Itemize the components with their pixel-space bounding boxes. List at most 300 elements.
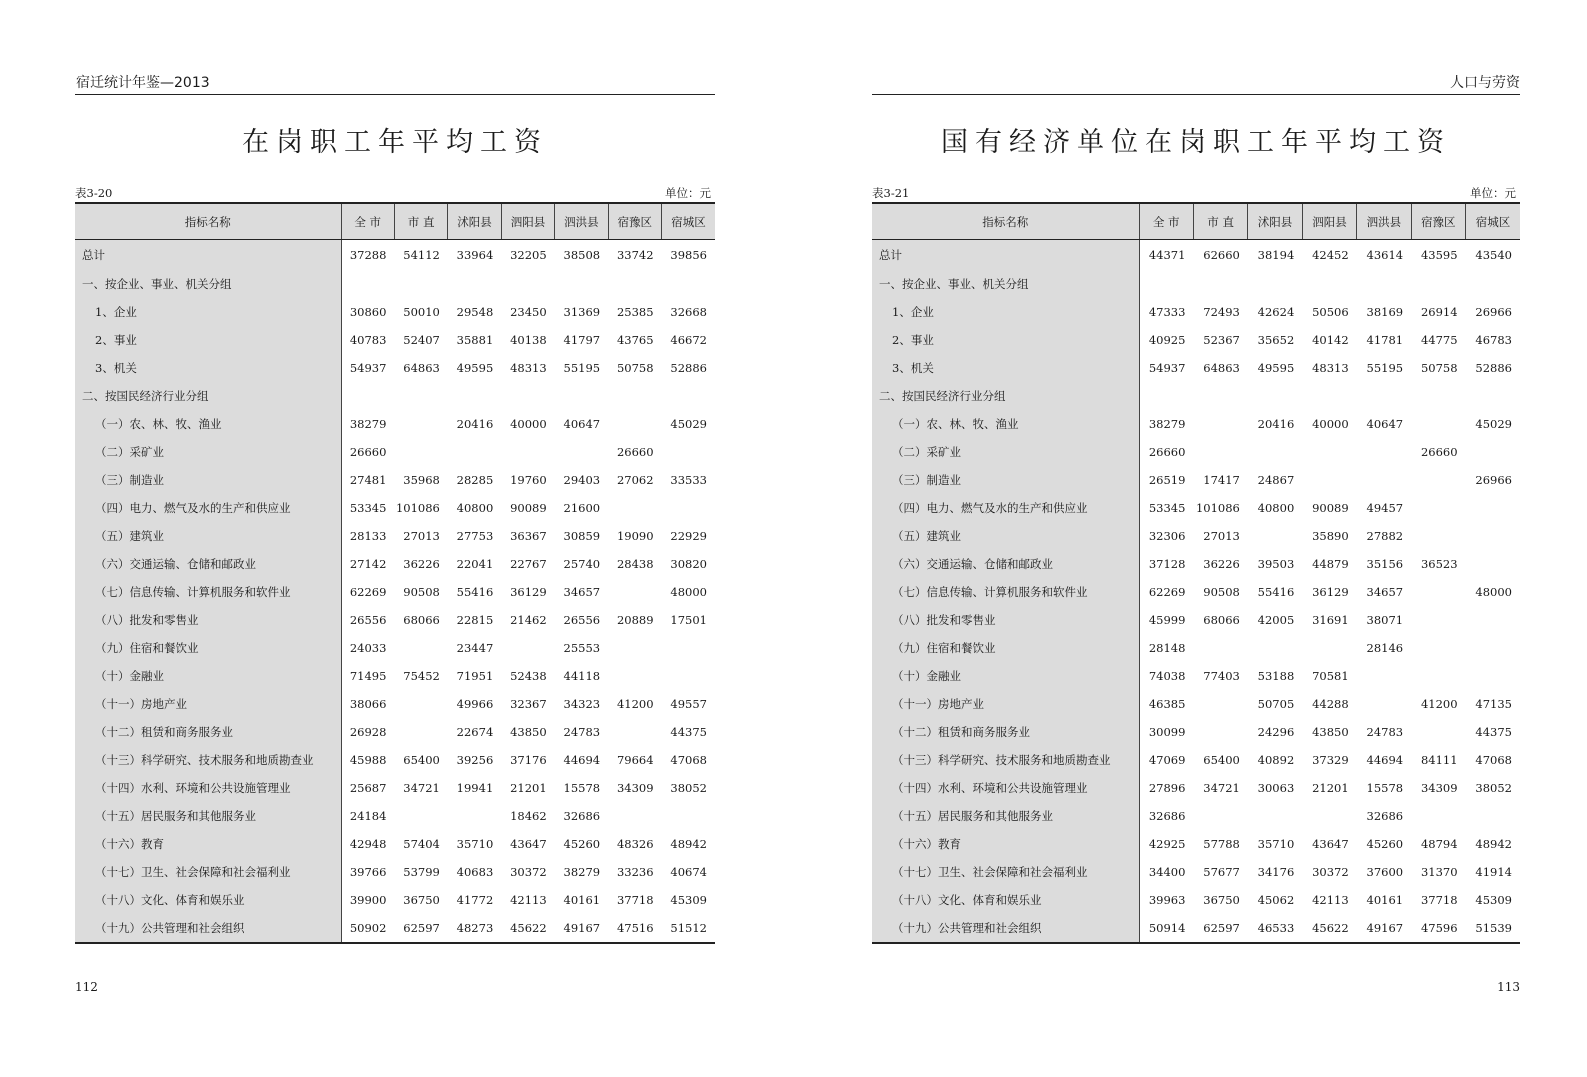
row-label: （九）住宿和餐饮业 (872, 634, 1139, 662)
table-row (872, 914, 1520, 943)
cell-value (1411, 522, 1465, 550)
cell-value: 45062 (1257, 893, 1295, 907)
cell-value: 18462 (510, 809, 547, 823)
cell-value: 17417 (1203, 473, 1240, 487)
cell-value: 50914 (1148, 921, 1186, 935)
cell-value (1139, 382, 1193, 410)
cell-value: 39856 (670, 248, 707, 262)
row-label: （二）采矿业 (872, 438, 1139, 466)
cell-value (1357, 270, 1411, 298)
cell-value: 39766 (349, 865, 387, 879)
cell-value: 44879 (1312, 557, 1349, 571)
cell-value: 26660 (1420, 445, 1458, 459)
cell-value: 28285 (456, 473, 494, 487)
cell-value (394, 690, 447, 718)
cell-value: 26660 (1148, 445, 1186, 459)
cell-value (662, 634, 715, 662)
cell-value: 48313 (510, 361, 547, 375)
cell-value: 43850 (510, 725, 547, 739)
cell-value: 90508 (403, 585, 440, 599)
cell-value: 19941 (456, 781, 494, 795)
cell-value (1466, 550, 1520, 578)
cell-value: 37718 (1420, 893, 1458, 907)
row-label: （十五）居民服务和其他服务业 (872, 802, 1139, 830)
cell-value: 35890 (1312, 529, 1349, 543)
table-row (75, 858, 715, 886)
cell-value (662, 494, 715, 522)
cell-value: 44118 (563, 669, 601, 683)
cell-value: 29403 (563, 473, 601, 487)
cell-value: 26966 (1475, 473, 1512, 487)
cell-value (1466, 802, 1520, 830)
row-label: （八）批发和零售业 (75, 606, 341, 634)
table-row (872, 298, 1520, 326)
table-row (75, 718, 715, 746)
cell-value: 27882 (1366, 529, 1404, 543)
cell-value: 35881 (456, 333, 494, 347)
cell-value: 54937 (1148, 361, 1186, 375)
cell-value (662, 662, 715, 690)
cell-value: 36129 (1312, 585, 1349, 599)
cell-value: 26914 (1420, 305, 1458, 319)
cell-value (608, 578, 661, 606)
row-label: （二）采矿业 (75, 438, 341, 466)
row-label: 总计 (872, 240, 1139, 271)
cell-value: 30372 (510, 865, 547, 879)
cell-value (1411, 494, 1465, 522)
column-header-region: 全 市 (1139, 203, 1193, 240)
table-row (872, 830, 1520, 858)
cell-value: 84111 (1420, 753, 1458, 767)
table-row (872, 774, 1520, 802)
row-label: 1、企业 (75, 298, 341, 326)
cell-value: 44371 (1148, 248, 1186, 262)
row-label: 3、机关 (872, 354, 1139, 382)
cell-value (341, 270, 394, 298)
cell-value: 48794 (1420, 837, 1458, 851)
cell-value: 64863 (1203, 361, 1240, 375)
cell-value: 24783 (563, 725, 601, 739)
cell-value: 40161 (1366, 893, 1404, 907)
row-label: （三）制造业 (75, 466, 341, 494)
table-row (872, 690, 1520, 718)
running-head (872, 74, 1520, 95)
cell-value: 33533 (670, 473, 707, 487)
cell-value: 50705 (1257, 697, 1295, 711)
cell-value (662, 382, 715, 410)
table-row (872, 718, 1520, 746)
cell-value: 43540 (1475, 248, 1512, 262)
cell-value: 52438 (510, 669, 547, 683)
cell-value: 40647 (1366, 417, 1404, 431)
cell-value: 47596 (1420, 921, 1458, 935)
table-title: 在岗职工年平均工资 (242, 127, 548, 158)
row-label: （十二）租赁和商务服务业 (75, 718, 341, 746)
cell-value: 42005 (1257, 613, 1295, 627)
row-label: （七）信息传输、计算机服务和软件业 (872, 578, 1139, 606)
column-header-region: 泗阳县 (501, 203, 554, 240)
cell-value: 70581 (1312, 669, 1349, 683)
table-row (872, 240, 1520, 271)
cell-value: 36750 (1203, 893, 1240, 907)
cell-value: 34176 (1257, 865, 1295, 879)
cell-value: 38071 (1366, 613, 1404, 627)
cell-value: 55195 (1366, 361, 1404, 375)
cell-value (1466, 606, 1520, 634)
cell-value: 55416 (1257, 585, 1295, 599)
row-label: （十九）公共管理和社会组织 (872, 914, 1139, 943)
cell-value: 40647 (563, 417, 601, 431)
cell-value: 32367 (510, 697, 547, 711)
cell-value: 64863 (403, 361, 440, 375)
cell-value: 43647 (510, 837, 547, 851)
cell-value (394, 270, 447, 298)
cell-value (1248, 382, 1302, 410)
cell-value: 38169 (1366, 305, 1404, 319)
cell-value: 50758 (1420, 361, 1458, 375)
cell-value: 24867 (1257, 473, 1295, 487)
cell-value: 101086 (1195, 501, 1240, 515)
table-row (872, 382, 1520, 410)
row-label: 1、企业 (872, 298, 1139, 326)
cell-value: 52367 (1203, 333, 1240, 347)
cell-value (1302, 382, 1356, 410)
column-header-name: 指标名称 (75, 203, 341, 240)
cell-value (555, 382, 608, 410)
row-label: （三）制造业 (872, 466, 1139, 494)
cell-value (555, 438, 608, 466)
cell-value: 39963 (1148, 893, 1186, 907)
cell-value (448, 382, 501, 410)
row-label: 一、按企业、事业、机关分组 (75, 270, 341, 298)
cell-value: 31691 (1312, 613, 1349, 627)
cell-value: 40161 (563, 893, 601, 907)
row-label: 一、按企业、事业、机关分组 (872, 270, 1139, 298)
cell-value (1302, 466, 1356, 494)
cell-value: 36129 (510, 585, 547, 599)
cell-value: 24184 (349, 809, 387, 823)
cell-value: 51512 (670, 921, 707, 935)
cell-value (1193, 382, 1247, 410)
cell-value: 43595 (1420, 248, 1458, 262)
row-label: （十七）卫生、社会保障和社会福利业 (872, 858, 1139, 886)
cell-value: 90089 (1312, 501, 1349, 515)
cell-value: 46672 (670, 333, 707, 347)
table-row (872, 354, 1520, 382)
cell-value (501, 382, 554, 410)
cell-value: 62269 (1148, 585, 1186, 599)
cell-value: 28148 (1148, 641, 1186, 655)
cell-value (1302, 438, 1356, 466)
table-row (75, 746, 715, 774)
cell-value: 21201 (510, 781, 547, 795)
cell-value (394, 438, 447, 466)
cell-value: 41200 (616, 697, 654, 711)
right-page (872, 0, 1520, 1077)
running-head (75, 74, 715, 95)
table-row (75, 578, 715, 606)
cell-value: 49167 (1366, 921, 1404, 935)
cell-value: 62660 (1203, 248, 1240, 262)
table-row (75, 522, 715, 550)
cell-value (1411, 718, 1465, 746)
cell-value (1248, 438, 1302, 466)
row-label: （十八）文化、体育和娱乐业 (75, 886, 341, 914)
cell-value: 33236 (616, 865, 654, 879)
cell-value: 15578 (563, 781, 601, 795)
cell-value: 72493 (1203, 305, 1240, 319)
cell-value: 68066 (1203, 613, 1240, 627)
cell-value: 54937 (349, 361, 387, 375)
cell-value: 53345 (1148, 501, 1186, 515)
row-label: （十九）公共管理和社会组织 (75, 914, 341, 943)
cell-value: 40674 (670, 865, 707, 879)
cell-value: 40783 (349, 333, 387, 347)
cell-value: 22674 (456, 725, 494, 739)
cell-value: 21462 (510, 613, 547, 627)
cell-value: 20889 (616, 613, 654, 627)
table-row (872, 662, 1520, 690)
cell-value: 29548 (456, 305, 494, 319)
table-row (75, 550, 715, 578)
cell-value: 21600 (563, 501, 601, 515)
cell-value (1193, 802, 1247, 830)
column-header-region: 宿城区 (662, 203, 715, 240)
cell-value: 38052 (670, 781, 707, 795)
column-header-region: 沭阳县 (1248, 203, 1302, 240)
cell-value (1302, 802, 1356, 830)
cell-value: 36226 (1203, 557, 1240, 571)
column-header-region: 泗阳县 (1302, 203, 1356, 240)
cell-value (1466, 494, 1520, 522)
cell-value: 31369 (563, 305, 601, 319)
table-row (75, 438, 715, 466)
cell-value: 37329 (1312, 753, 1349, 767)
row-label: （九）住宿和餐饮业 (75, 634, 341, 662)
cell-value: 57404 (403, 837, 440, 851)
row-label: （六）交通运输、仓储和邮政业 (75, 550, 341, 578)
cell-value (1139, 270, 1193, 298)
row-label: （八）批发和零售业 (872, 606, 1139, 634)
cell-value (1193, 270, 1247, 298)
table-header-row (872, 203, 1520, 240)
cell-value: 27013 (1203, 529, 1240, 543)
row-label: （十八）文化、体育和娱乐业 (872, 886, 1139, 914)
cell-value: 48942 (670, 837, 707, 851)
row-label: （十三）科学研究、技术服务和地质勘查业 (872, 746, 1139, 774)
cell-value (1466, 522, 1520, 550)
cell-value: 52886 (670, 361, 707, 375)
table-row (75, 410, 715, 438)
cell-value (1411, 802, 1465, 830)
table-row (872, 858, 1520, 886)
cell-value: 48326 (616, 837, 654, 851)
cell-value (1466, 438, 1520, 466)
cell-value: 44694 (1366, 753, 1404, 767)
cell-value: 30820 (670, 557, 707, 571)
table-row (872, 578, 1520, 606)
cell-value (394, 718, 447, 746)
cell-value (608, 802, 661, 830)
cell-value: 47069 (1148, 753, 1186, 767)
cell-value (394, 634, 447, 662)
table-row (75, 886, 715, 914)
column-header-region: 市 直 (394, 203, 447, 240)
column-header-region: 宿城区 (1466, 203, 1520, 240)
column-header-region: 宿豫区 (1411, 203, 1465, 240)
cell-value (662, 802, 715, 830)
cell-value: 48942 (1475, 837, 1512, 851)
cell-value: 35968 (403, 473, 440, 487)
cell-value (1248, 522, 1302, 550)
table-row (872, 746, 1520, 774)
cell-value (1193, 410, 1247, 438)
table-row (872, 886, 1520, 914)
cell-value: 19760 (510, 473, 547, 487)
cell-value (1411, 578, 1465, 606)
cell-value: 26928 (349, 725, 387, 739)
table-row (75, 802, 715, 830)
cell-value: 42113 (510, 893, 547, 907)
cell-value (1248, 802, 1302, 830)
cell-value (1248, 634, 1302, 662)
row-label: （十四）水利、环境和公共设施管理业 (872, 774, 1139, 802)
row-label: 二、按国民经济行业分组 (75, 382, 341, 410)
cell-value: 37176 (510, 753, 547, 767)
cell-value: 45988 (349, 753, 387, 767)
cell-value: 49457 (1366, 501, 1404, 515)
cell-value: 34323 (563, 697, 601, 711)
cell-value: 20416 (456, 417, 494, 431)
cell-value: 43850 (1312, 725, 1349, 739)
cell-value: 50902 (349, 921, 387, 935)
table-row (75, 634, 715, 662)
table-row (872, 522, 1520, 550)
cell-value: 48313 (1312, 361, 1349, 375)
table-row (75, 326, 715, 354)
cell-value: 24296 (1257, 725, 1295, 739)
cell-value (1411, 662, 1465, 690)
table-title: 国有经济单位在岗职工年平均工资 (941, 127, 1451, 158)
cell-value: 47135 (1475, 697, 1512, 711)
cell-value: 46385 (1148, 697, 1186, 711)
cell-value (1357, 662, 1411, 690)
row-label: （七）信息传输、计算机服务和软件业 (75, 578, 341, 606)
cell-value: 32306 (1148, 529, 1186, 543)
cell-value: 40892 (1257, 753, 1295, 767)
table-unit: 单位：元 (1470, 186, 1516, 200)
cell-value: 51539 (1475, 921, 1512, 935)
row-label: （十一）房地产业 (872, 690, 1139, 718)
cell-value: 47068 (670, 753, 707, 767)
cell-value: 101086 (395, 501, 440, 515)
cell-value (1411, 410, 1465, 438)
row-label: （一）农、林、牧、渔业 (872, 410, 1139, 438)
cell-value: 55195 (563, 361, 601, 375)
cell-value: 37718 (616, 893, 654, 907)
cell-value: 25385 (616, 305, 654, 319)
table-row (872, 802, 1520, 830)
cell-value: 34721 (1203, 781, 1240, 795)
cell-value: 57677 (1203, 865, 1240, 879)
cell-value: 39503 (1257, 557, 1295, 571)
cell-value: 42452 (1312, 248, 1349, 262)
cell-value (608, 410, 661, 438)
cell-value: 48273 (456, 921, 494, 935)
cell-value (662, 270, 715, 298)
row-label: （十五）居民服务和其他服务业 (75, 802, 341, 830)
cell-value (1466, 662, 1520, 690)
cell-value: 27481 (349, 473, 387, 487)
cell-value: 44375 (1475, 725, 1512, 739)
cell-value: 22815 (456, 613, 494, 627)
cell-value: 45999 (1148, 613, 1186, 627)
cell-value: 52886 (1475, 361, 1512, 375)
cell-value (608, 634, 661, 662)
column-header-region: 泗洪县 (1357, 203, 1411, 240)
cell-value: 25553 (563, 641, 601, 655)
cell-value: 37600 (1366, 865, 1404, 879)
cell-value (1193, 634, 1247, 662)
cell-value (501, 438, 554, 466)
cell-value: 40800 (1257, 501, 1295, 515)
cell-value: 42925 (1148, 837, 1186, 851)
cell-value: 38066 (349, 697, 387, 711)
cell-value (501, 270, 554, 298)
cell-value: 45622 (510, 921, 547, 935)
cell-value (448, 438, 501, 466)
cell-value (662, 438, 715, 466)
cell-value (394, 382, 447, 410)
cell-value: 34721 (403, 781, 440, 795)
row-label: （十二）租赁和商务服务业 (872, 718, 1139, 746)
cell-value: 27753 (456, 529, 494, 543)
row-label: （五）建筑业 (75, 522, 341, 550)
row-label: （十）金融业 (75, 662, 341, 690)
cell-value: 28133 (349, 529, 387, 543)
cell-value: 38052 (1475, 781, 1512, 795)
cell-value (1357, 438, 1411, 466)
cell-value: 45622 (1312, 921, 1349, 935)
table-row (75, 354, 715, 382)
cell-value: 33742 (616, 248, 654, 262)
cell-value (448, 270, 501, 298)
table-number: 表3-21 (872, 186, 910, 200)
cell-value: 62597 (1203, 921, 1240, 935)
cell-value: 42113 (1312, 893, 1349, 907)
column-header-region: 全 市 (341, 203, 394, 240)
cell-value: 38508 (563, 248, 601, 262)
cell-value: 25740 (563, 557, 601, 571)
cell-value: 49595 (456, 361, 494, 375)
cell-value: 37128 (1148, 557, 1186, 571)
cell-value: 26966 (1475, 305, 1512, 319)
cell-value: 62269 (349, 585, 387, 599)
cell-value: 53188 (1257, 669, 1295, 683)
cell-value: 45029 (670, 417, 707, 431)
cell-value (1411, 634, 1465, 662)
left-page (75, 0, 715, 1077)
cell-value: 45260 (1366, 837, 1404, 851)
cell-value: 19090 (616, 529, 654, 543)
table-row (872, 606, 1520, 634)
cell-value: 36367 (510, 529, 547, 543)
cell-value: 38279 (1148, 417, 1186, 431)
cell-value: 32686 (1366, 809, 1404, 823)
cell-value: 26660 (349, 445, 387, 459)
cell-value: 37288 (349, 248, 387, 262)
cell-value: 41781 (1366, 333, 1404, 347)
